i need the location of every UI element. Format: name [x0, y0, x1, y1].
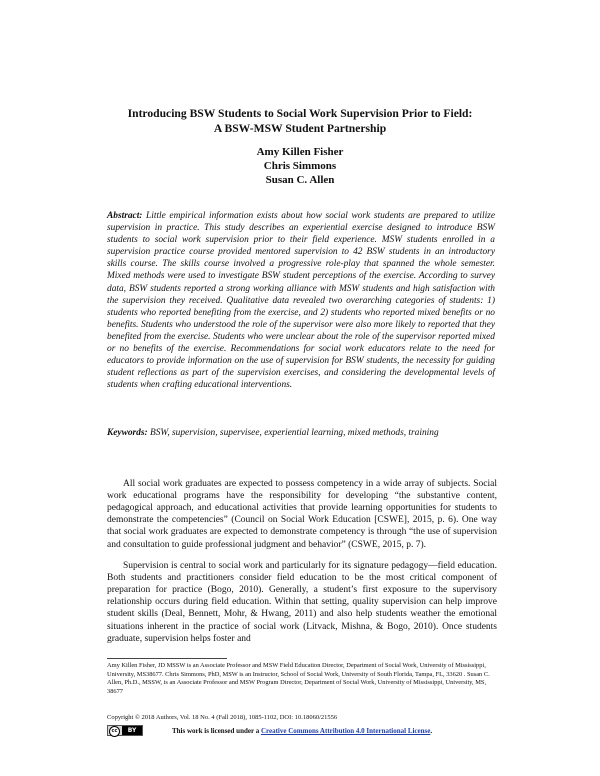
license-statement: [172, 726, 432, 736]
keywords: [107, 427, 507, 439]
keywords-label: Keywords:: [107, 428, 148, 438]
cc-by-badge-icon[interactable]: [107, 725, 143, 736]
cc-icon: cc: [109, 726, 120, 737]
article-title: [60, 106, 540, 136]
by-icon: BY: [122, 726, 142, 735]
license-row: [107, 725, 499, 737]
author-name: Amy Killen Fisher: [256, 146, 344, 158]
author-name: Susan C. Allen: [265, 174, 335, 186]
abstract: [107, 210, 495, 391]
license-suffix: .: [430, 727, 433, 735]
title-line-2: A BSW-MSW Student Partnership: [213, 122, 387, 135]
author-list: [60, 145, 540, 187]
copyright-line: Copyright © 2018 Authors, Vol. 18 No. 4 (Fall 2018), 1085-1102, DOI: 10.18060/21556: [107, 714, 338, 721]
author-footnote: Amy Killen Fisher, JD MSSW is an Associate Professor and MSW Field Education Director, Department of Social Work, University of Mississippi, University, MS38677. Chris Simmons, PhD, MSW is an Instructor, School of Social Work, University of South Florida, Tampa, FL, 33620 . Susan C. Allen, Ph.D., MSSW, is an Associate Professor and MSW Program Director, Department of Social Work, University of Mississippi, University, MS, 38677: [107, 662, 490, 695]
body-paragraph-2: Supervision is central to social work and particularly for its signature pedagogy—field education. Both students and practitioners consider field education to be the most critical component of preparation for practice (Bogo, 2010). Generally, a student’s first exposure to the supervisory relationship occurs during field education. Within that setting, quality supervision can help improve student skills (Deal, Bennett, Mohr, & Hwang, 2011) and also help students weather the emotional situations inherent in the practice of social work (Litvack, Mishna, & Bogo, 2010). Once students graduate, supervision helps foster and: [107, 560, 497, 644]
license-link[interactable]: Creative Commons Attribution 4.0 International License: [260, 727, 431, 735]
footnote-divider: [107, 658, 227, 659]
author-name: Chris Simmons: [263, 160, 337, 172]
abstract-text: Little empirical information exists about how social work students are prepared to utilize supervision in practice. This study describes an experiential exercise designed to introduce BSW students to social work supervision prior to their field experience. MSW students enrolled in a supervision practice course provided mentored supervision to 42 BSW students in an introductory skills course. The skills course involved a progressive role-play that spanned the whole semester. Mixed methods were used to investigate BSW student perceptions of the exercise. According to survey data, BSW students reported a strong working alliance with MSW students and high satisfaction with the supervision they received. Qualitative data revealed two overarching categories of students: 1) students who reported benefiting from the exercise, and 2) students who reported mixed benefits or no benefits. Students who understood the role of the supervisor were also more likely to reported that they benefited from the exercise. Students who were unclear about the role of the supervisor reported mixed or no benefits of the exercise. Recommendations for social work educators relate to the need for educators to provide information on the use of supervision for BSW students, the necessity for guiding student reflections as part of the supervision exercises, and considering the developmental levels of students when crafting educational interventions.: [107, 211, 495, 391]
title-line-1: Introducing BSW Students to Social Work Supervision Prior to Field:: [127, 107, 473, 120]
body-paragraph-1: All social work graduates are expected to possess competency in a wide array of subjects. Social work educational programs have the responsibility for developing “the substantive content, pedagogical approach, and educational activities that provide learning opportunities for students to demonstrate the competencies” (Council on Social Work Education [CSWE], 2015, p. 6). One way that social work graduates are expected to demonstrate competency is through “the use of supervision and consultation to guide professional judgment and behavior” (CSWE, 2015, p. 7).: [107, 478, 497, 550]
license-prefix: This work is licensed under a: [172, 727, 261, 735]
keywords-text: BSW, supervision, supervisee, experiential learning, mixed methods, training: [147, 428, 439, 438]
abstract-label: Abstract:: [107, 211, 143, 221]
